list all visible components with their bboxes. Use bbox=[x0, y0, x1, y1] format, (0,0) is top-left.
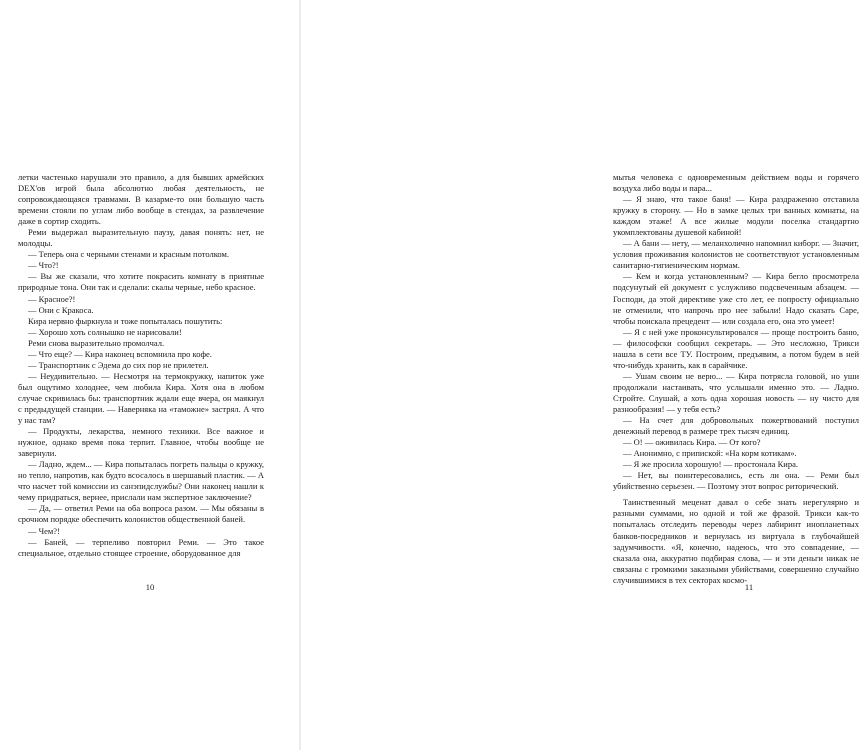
paragraph: — Ладно, ждем... — Кира попыталась погреть пальцы о кружку, но тепло, напротив, как будто всосалось в шершавый пластик. — А что насчет той комиссии из санэпидслужбы? Они наконец нашли к чему придраться, вернее, прислали нам экспертное заключение? bbox=[18, 459, 264, 503]
paragraph: — О! — оживилась Кира. — От кого? bbox=[623, 437, 761, 448]
paragraph: — Хорошо хоть солнышко не нарисовали! bbox=[28, 326, 182, 337]
paragraph: — Они с Кракоса. bbox=[28, 304, 94, 315]
paragraph: — Я же просила хорошую! — простонала Кира. bbox=[623, 459, 798, 470]
paragraph: — Баней, — терпеливо повторил Реми. — Это такое специальное, отдельно стоящее строение, оборудованное для bbox=[18, 536, 264, 558]
paragraph: летки частенько нарушали это правило, а для бывших армейских DEX'ов игрой была абсолютно любая деятельность, не сопровождающаяся травмами. В казарме-то они большую часть времени стояли по углам либо вообще в стендах, за развлечение даже в сортир сходить. bbox=[18, 172, 264, 227]
paragraph: — Вы же сказали, что хотите покрасить комнату в приятные природные тона. Они так и сделали: скалы черные, небо красное. bbox=[18, 271, 264, 293]
paragraph: — Анонимно, с припиской: «На корм котикам». bbox=[623, 448, 797, 459]
left-page bbox=[0, 0, 300, 750]
paragraph: — Что еще? — Кира наконец вспомнила про кофе. bbox=[28, 348, 212, 359]
paragraph: — Транспортник с Эдема до сих пор не прилетел. bbox=[28, 359, 209, 370]
paragraph: — Да, — ответил Реми на оба вопроса разом. — Мы обязаны в срочном порядке обеспечить колонистов общественной баней. bbox=[18, 503, 264, 525]
paragraph: Кира нервно фыркнула и тоже попыталась пошутить: bbox=[28, 315, 223, 326]
left-page-text bbox=[18, 172, 264, 559]
paragraph: Реми выдержал выразительную паузу, давая понять: нет, не молодцы. bbox=[18, 227, 264, 249]
paragraph: — Чем?! bbox=[28, 525, 60, 536]
paragraph: — Нет, вы поинтересовались, есть ли она. — Реми был убийственно серьезен. — Поэтому этот вопрос риторический. bbox=[613, 470, 859, 492]
paragraph: — Неудивительно. — Несмотря на термокружку, напиток уже был ощутимо холоднее, чем любила Кира. Хотя она в любом случае скривилась бы: транспортник ждали еще вчера, он маякнул с предыдущей станции. — Наверняка на «таможне» застрял. А что у нас там? bbox=[18, 370, 264, 426]
paragraph: — Красное?! bbox=[28, 293, 76, 304]
right-page-text bbox=[613, 172, 859, 586]
paragraph: — Теперь она с черными стенами и красным потолком. bbox=[28, 249, 229, 260]
paragraph: — Я знаю, что такое баня! — Кира раздраженно отставила кружку в сторону. — Но в замке целых три ванных комнаты, на каждом этаже! А все жилые модули поселка стандартно укомплектованы душевой кабиной! bbox=[613, 194, 859, 238]
paragraph: — Продукты, лекарства, немного техники. Все важное и нужное, однако время пока терпит. Главное, чтобы вообще не завернули. bbox=[18, 426, 264, 459]
paragraph: Реми снова выразительно промолчал. bbox=[28, 337, 165, 348]
page-number: 10 bbox=[145, 582, 155, 592]
paragraph: — Кем и когда установленным? — Кира бегло просмотрела подсунутый ей документ с услужливо подсвеченным абзацем. — Господи, да этой директиве уже сто лет, ее попросту официально не отменили, что напрочь про нее забыли! Надо сказать Саре, чтобы поискала прецедент — или создала его, она это умеет! bbox=[613, 271, 859, 326]
paragraph: — Я с ней уже проконсультировался — проще построить баню, — философски сообщил секретарь. — Это несложно, Трикси нашла в сети все ТУ. Построим, предъявим, а потом будем в ней что-нибудь хранить, как в сарайчике. bbox=[613, 326, 859, 370]
paragraph: — А бани — нету, — меланхолично напомнил киборг. — Значит, условия проживания колонистов не соответствуют установленным санитарно-гигиеническим нормам. bbox=[613, 238, 859, 271]
paragraph: — Ушам своим не верю... — Кира потрясла головой, но уши продолжали настаивать, что услышали именно это. — Ладно. Стройте. Слушай, а хоть одна хорошая новость — ну чисто для разнообразия! — у тебя есть? bbox=[613, 370, 859, 414]
right-page bbox=[300, 0, 859, 750]
paragraph: Таинственный меценат давал о себе знать нерегулярно и разными суммами, но одной и той же фразой. Трикси как-то попыталась отследить переводы через лабиринт инопланетных банков-посредников и вернулась из виртуала в глубочайшей задумчивости. «Я, конечно, надеюсь, что это совпадение, — сказала она, аккуратно подбирая слова, — и эти деньги никак не связаны с громкими заказными убийствами, совершенно случайно случившимися в тех секторах космо- bbox=[613, 497, 859, 585]
paragraph: — На счет для добровольных пожертвований поступил денежный перевод в размере трех тысяч единиц. bbox=[613, 415, 859, 437]
paragraph: мытья человека с одновременным действием воды и горячего воздуха либо воды и пара... bbox=[613, 172, 859, 194]
page-number: 11 bbox=[744, 582, 754, 592]
paragraph: — Что?! bbox=[28, 260, 59, 271]
